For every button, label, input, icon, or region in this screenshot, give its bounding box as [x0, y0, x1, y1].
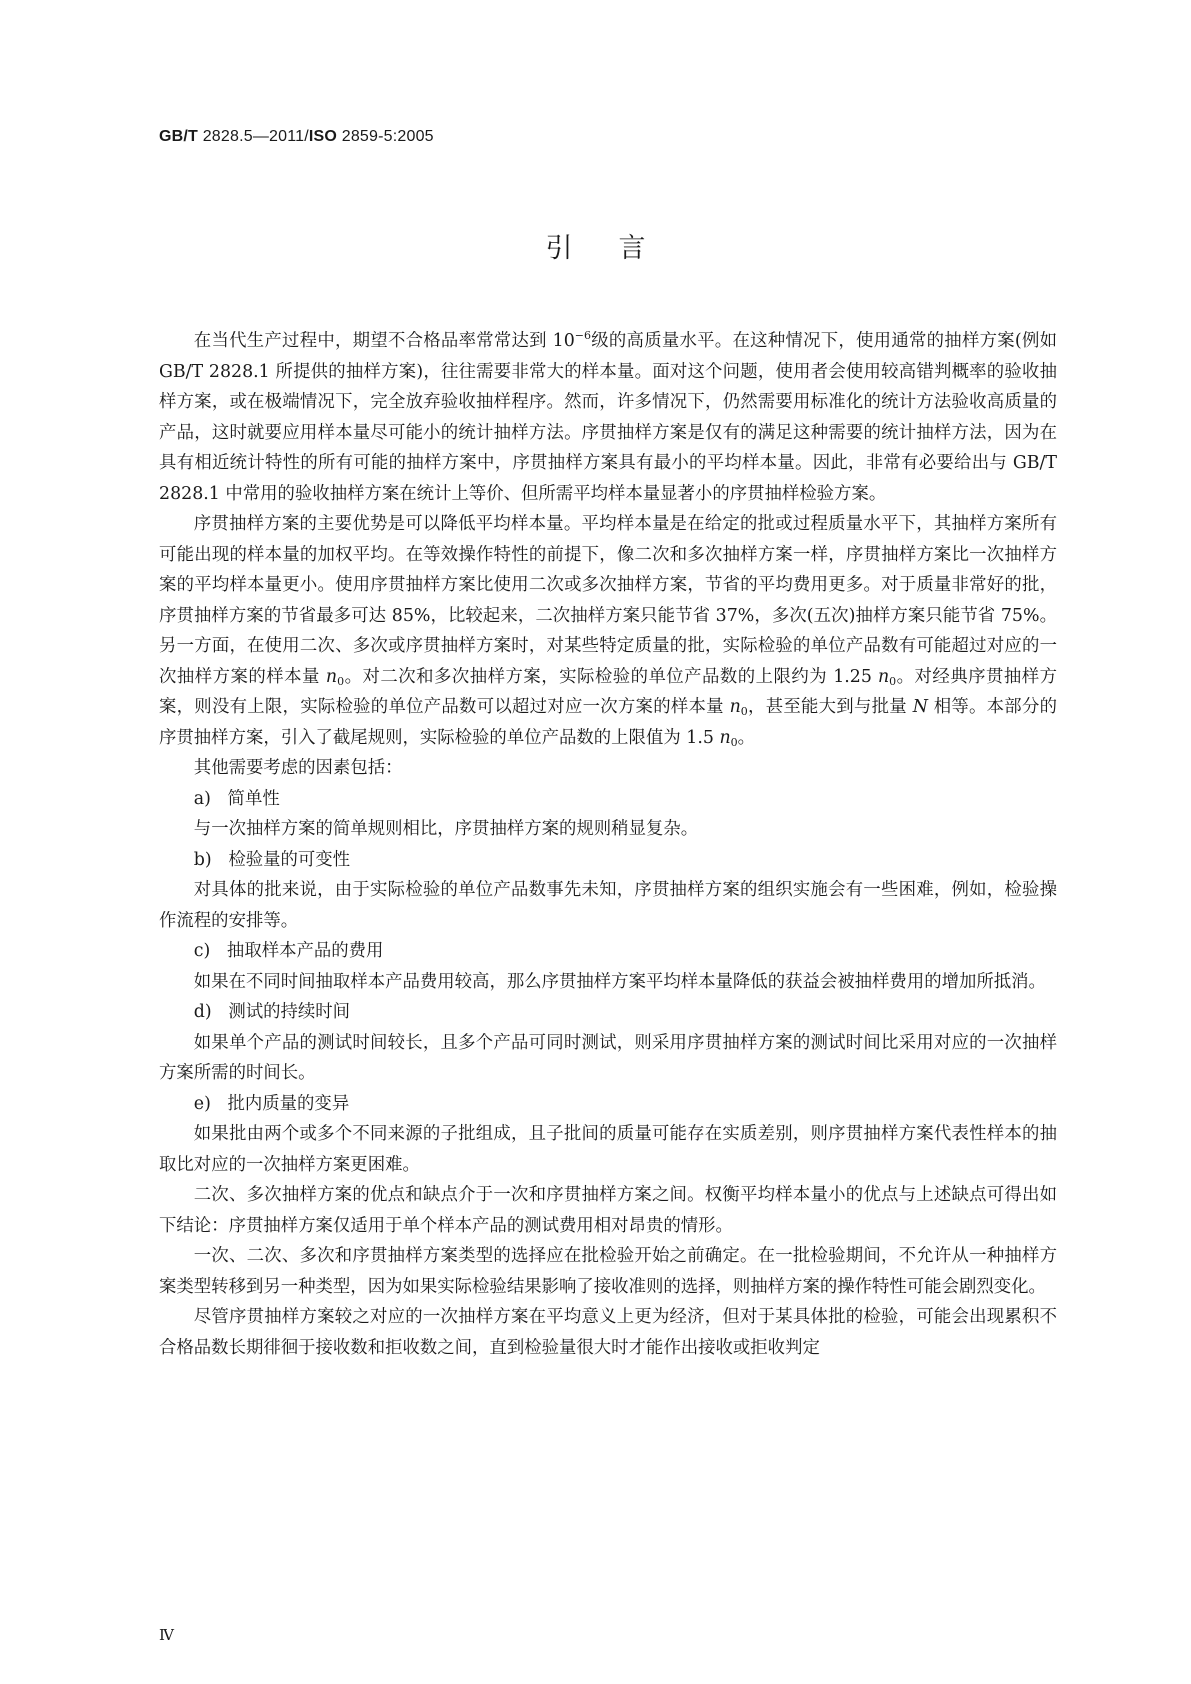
- p2-text-d: ，甚至能大到与批量: [747, 697, 913, 717]
- page-title: 引言: [545, 233, 692, 264]
- p1-text-a: 在当代生产过程中，期望不合格品率常常达到 10: [193, 331, 575, 351]
- p2-N-symbol: N: [912, 697, 928, 717]
- item-label: a): [193, 788, 211, 809]
- item-title: 批内质量的变异: [227, 1093, 350, 1114]
- p2-n-symbol: n: [729, 697, 741, 717]
- item-c-heading: [159, 936, 1057, 967]
- item-e-heading: [159, 1089, 1057, 1120]
- p2-n-subscript: 0: [337, 674, 345, 688]
- item-label: c): [193, 941, 211, 961]
- item-label: e): [193, 1093, 211, 1114]
- item-title: 抽取样本产品的费用: [226, 941, 384, 961]
- p2-text-b: 。对二次和多次抽样方案，实际检验的单位产品数的上限约为 1.25: [344, 666, 878, 687]
- item-d-heading: [159, 997, 1057, 1028]
- paragraph-1: [159, 326, 1057, 509]
- p2-n-subscript: 0: [730, 735, 738, 749]
- document-body: [159, 326, 1057, 1363]
- item-c-text: 如果在不同时间抽取样本产品费用较高，那么序贯抽样方案平均样本量降低的获益会被抽样费用的增加所抵消。: [193, 971, 1046, 992]
- paragraph-3: 其他需要考虑的因素包括：: [193, 758, 403, 778]
- p2-text-e: 相等。本部分的序贯抽样方案，引入了截尾规则，实际检验的单位产品数的上限值为 1.5: [159, 697, 1057, 748]
- paragraph-5: 一次、二次、多次和序贯抽样方案类型的选择应在批检验开始之前确定。在一批检验期间，不允许从一种抽样方案类型转移到另一种类型，因为如果实际检验结果影响了接收准则的选择，则抽样方案的操作特性可能会剧烈变化。: [159, 1246, 1057, 1297]
- item-b-heading: [159, 845, 1057, 876]
- p2-text-c: 。对经典序贯抽样方案，则没有上限，实际检验的单位产品数可以超过对应一次方案的样本量: [159, 666, 1058, 717]
- item-title: 检验量的可变性: [228, 849, 351, 870]
- p2-n-symbol: n: [877, 666, 890, 687]
- item-title: 测试的持续时间: [228, 1002, 351, 1022]
- p2-text-f: 。: [737, 727, 756, 748]
- p2-text-a: 序贯抽样方案的主要优势是可以降低平均样本量。平均样本量是在给定的批或过程质量水平下，其抽样方案所有可能出现的样本量的加权平均。在等效操作特性的前提下，像二次和多次抽样方案一样，序贯抽样方案比一次抽样方案的平均样本量更小。使用序贯抽样方案比使用二次或多次抽样方案，节省的平均费用更多。对于质量非常好的批，序贯抽样方案的节省最多可达 85%，比较起来，二次抽样方案只能节省 37%，多次(五次)抽样方案只能节省 75%。另一方面，在使用二次、多次或序贯抽样方案时，对某些特定质量的批，实际检验的单位产品数有可能超过对应的一次抽样方案的样本量: [159, 514, 1057, 687]
- header-iso-prefix: ISO: [308, 128, 338, 145]
- header-gbt-prefix: GB/T: [159, 128, 199, 145]
- item-label: b): [193, 849, 212, 870]
- item-b-text: 对具体的批来说，由于实际检验的单位产品数事先未知，序贯抽样方案的组织实施会有一些困难，例如，检验操作流程的安排等。: [159, 880, 1057, 931]
- p1-exponent: −6: [574, 329, 591, 342]
- p2-n-subscript: 0: [740, 705, 748, 718]
- header-iso-number: 2859-5:2005: [341, 128, 434, 145]
- item-a-text: 与一次抽样方案的简单规则相比，序贯抽样方案的规则稍显复杂。: [193, 819, 699, 839]
- page-number: Ⅳ: [159, 1626, 174, 1644]
- item-d-text: 如果单个产品的测试时间较长，且多个产品可同时测试，则采用序贯抽样方案的测试时间比采用对应的一次抽样方案所需的时间长。: [159, 1032, 1057, 1083]
- paragraph-4: 二次、多次抽样方案的优点和缺点介于一次和序贯抽样方案之间。权衡平均样本量小的优点与上述缺点可得出如下结论：序贯抽样方案仅适用于单个样本产品的测试费用相对昂贵的情形。: [159, 1185, 1057, 1236]
- p2-n-symbol: n: [719, 727, 731, 748]
- paragraph-6: 尽管序贯抽样方案较之对应的一次抽样方案在平均意义上更为经济，但对于某具体批的检验，可能会出现累积不合格品数长期徘徊于接收数和拒收数之间，直到检验量很大时才能作出接收或拒收判定: [159, 1307, 1057, 1358]
- item-title: 简单性: [227, 788, 280, 809]
- p1-text-b: 级的高质量水平。在这种情况下，使用通常的抽样方案(例如 GB/T 2828.1 所提供的抽样方案)，往往需要非常大的样本量。面对这个问题，使用者会使用较高错判概率的验收抽样方案，或在极端情况下，完全放弃验收抽样程序。然而，许多情况下，仍然需要用标准化的统计方法验收高质量的产品，这时就要应用样本量尽可能小的统计抽样方法。序贯抽样方案是仅有的满足这种需要的统计抽样方法，因为在具有相近统计特性的所有可能的抽样方案中，序贯抽样方案具有最小的平均样本量。因此，非常有必要给出与 GB/T 2828.1 中常用的验收抽样方案在统计上等价、但所需平均样本量显著小的序贯抽样检验方案。: [159, 331, 1057, 504]
- paragraph-2: [159, 509, 1057, 753]
- item-e-text: 如果批由两个或多个不同来源的子批组成，且子批间的质量可能存在实质差别，则序贯抽样方案代表性样本的抽取比对应的一次抽样方案更困难。: [159, 1124, 1057, 1175]
- p2-n-symbol: n: [325, 666, 338, 687]
- item-label: d): [193, 1002, 212, 1022]
- p2-n-subscript: 0: [889, 674, 897, 688]
- item-a-heading: [159, 784, 1057, 815]
- standard-header: [159, 128, 434, 146]
- header-gbt-number: 2828.5—2011/: [202, 128, 309, 145]
